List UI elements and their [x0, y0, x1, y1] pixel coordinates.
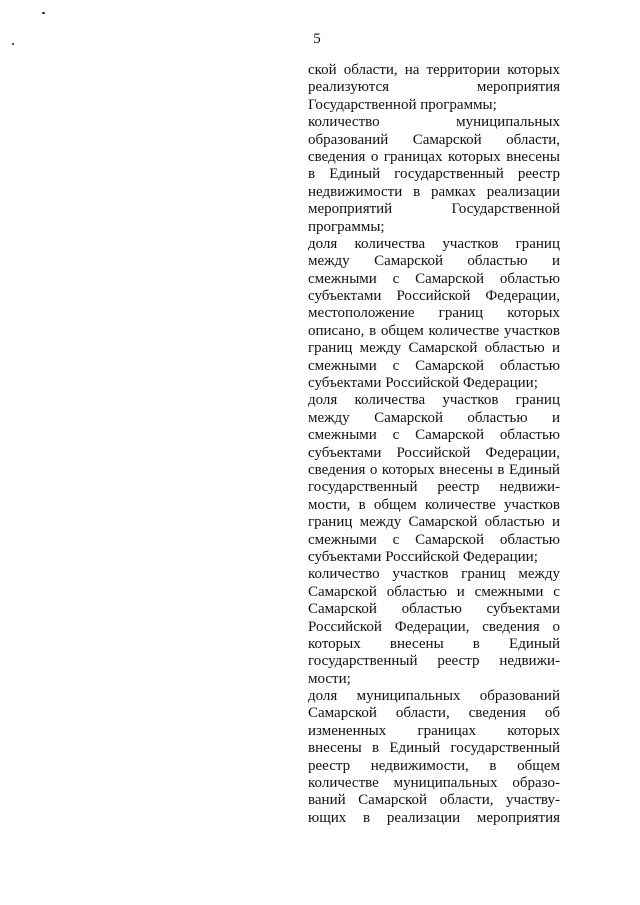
text-word: Государственной [451, 201, 560, 218]
text-word: между [359, 514, 402, 531]
text-word: муниципальных [456, 114, 560, 131]
text-line [308, 271, 560, 288]
text-word: участков [442, 235, 499, 252]
text-word: областью [484, 514, 545, 531]
text-word: реестр [308, 757, 351, 774]
text-word: между [518, 566, 560, 583]
text-word: границ [308, 340, 353, 357]
text-word: и [456, 583, 465, 600]
text-word: участву- [506, 792, 560, 809]
text-word: между [359, 340, 402, 357]
text-line [308, 566, 560, 583]
text-line [308, 79, 560, 96]
text-line [308, 323, 560, 340]
text-word: Самарской [308, 583, 377, 600]
text-word: границах [383, 148, 443, 165]
text-word: и [551, 340, 560, 357]
text-word: сведения [482, 618, 540, 635]
text-line [308, 532, 560, 549]
text-line [308, 688, 560, 705]
page-number: 5 [313, 31, 321, 47]
text-word: Самарской [408, 340, 478, 357]
text-word: о [369, 461, 378, 478]
scan-speck [42, 12, 45, 14]
text-word: недвижимости [308, 183, 403, 200]
text-line [308, 740, 560, 757]
text-word: в [358, 496, 366, 513]
text-line [308, 132, 560, 149]
text-word: участков [442, 392, 499, 409]
text-word: внесены [308, 740, 362, 757]
text-word: границ [515, 235, 560, 252]
text-word: Российской [396, 288, 471, 305]
text-word: сведения [308, 461, 366, 478]
text-line [308, 201, 560, 218]
text-word: количества [354, 392, 426, 409]
text-line [308, 427, 560, 444]
text-word: Единый [508, 461, 560, 478]
text-word: внесены [439, 461, 493, 478]
text-word: Единый [389, 740, 441, 757]
text-word: о [552, 618, 560, 635]
text-line: мости; [308, 670, 351, 687]
text-word: Самарской [374, 253, 443, 270]
text-word: ской [308, 62, 337, 78]
text-word: внесены [506, 148, 560, 165]
text-word: измененных [308, 722, 387, 739]
text-line [308, 445, 560, 462]
text-word: которых [507, 305, 560, 322]
text-word: областью [467, 409, 528, 426]
text-line [308, 114, 560, 131]
text-word: количестве [424, 496, 496, 513]
text-word: с [392, 357, 400, 374]
text-line [308, 288, 560, 305]
text-word: границах [417, 722, 476, 739]
text-word: областью [484, 340, 545, 357]
text-word: образо- [512, 775, 560, 792]
text-word: субъектами [308, 444, 382, 461]
text-word: субъектами [486, 601, 560, 618]
text-word: Российской [308, 618, 382, 635]
text-word: реализации [486, 183, 560, 200]
text-word: муниципальных [393, 775, 498, 792]
text-line: программы; [308, 218, 385, 235]
text-line [308, 775, 560, 792]
text-word: рамках [430, 183, 476, 200]
text-word: областью [386, 583, 447, 600]
text-line [308, 184, 560, 201]
text-word: смежными [308, 531, 377, 548]
text-word: мости, [308, 496, 351, 513]
text-word: области, [343, 62, 398, 78]
text-word: между [308, 409, 350, 426]
text-line [308, 705, 560, 722]
text-word: и [551, 514, 560, 531]
text-word: ющих [308, 809, 347, 826]
text-word: в [472, 635, 480, 652]
text-word: которых [447, 148, 501, 165]
body-text-column [308, 62, 560, 827]
text-word: о [370, 148, 379, 165]
text-word: с [392, 427, 400, 444]
text-line [308, 62, 560, 79]
text-word: в [413, 183, 421, 200]
text-word: смежными [474, 583, 544, 600]
text-word: Самарской [412, 131, 482, 148]
text-word: ваний [308, 792, 346, 809]
text-word: субъектами [308, 288, 382, 305]
text-word: муниципальных [356, 688, 461, 705]
text-word: общем [517, 757, 560, 774]
text-word: местоположение [308, 305, 415, 322]
text-word: мероприятия [476, 809, 560, 826]
text-word: границ [461, 566, 506, 583]
text-line [308, 166, 560, 183]
text-line: субъектами Российской Федерации; [308, 375, 538, 392]
text-word: Российской [396, 444, 471, 461]
text-word: Федерации, [394, 618, 470, 635]
text-word: количество [308, 114, 380, 131]
text-line [308, 636, 560, 653]
text-word: области, [395, 705, 450, 722]
text-word: сведения [308, 148, 366, 165]
text-word: смежными [308, 357, 377, 374]
text-line [308, 514, 560, 531]
text-word: внесены [389, 635, 444, 652]
text-word: Самарской [308, 601, 377, 618]
text-word: количества [354, 235, 426, 252]
text-word: государственный [308, 653, 418, 670]
text-word: областью [499, 270, 560, 287]
text-word: доля [308, 688, 338, 705]
text-line [308, 497, 560, 514]
text-word: области, [439, 792, 494, 809]
text-word: образований [479, 688, 560, 705]
text-word: участков [392, 566, 449, 583]
text-word: участков [503, 322, 560, 339]
text-line: субъектами Российской Федерации; [308, 548, 538, 565]
text-word: с [392, 531, 400, 548]
text-line [308, 340, 560, 357]
text-word: Самарской [308, 705, 377, 722]
text-line [308, 758, 560, 775]
text-line [308, 462, 560, 479]
text-word: области, [506, 131, 560, 148]
text-word: областью [499, 531, 560, 548]
text-word: Единый [329, 166, 381, 183]
text-word: границ [438, 305, 484, 322]
text-word: областью [467, 253, 528, 270]
text-word: мероприятий [308, 201, 393, 218]
text-word: недвижи- [499, 479, 560, 496]
text-word: Самарской [415, 270, 485, 287]
text-word: описано, [308, 322, 365, 339]
text-word: реестр [517, 166, 560, 183]
text-word: в [489, 757, 497, 774]
text-word: смежными [308, 270, 377, 287]
text-word: с [553, 583, 560, 600]
text-word: недвижи- [499, 653, 560, 670]
text-word: которых [308, 635, 361, 652]
text-word: количестве [428, 322, 500, 339]
text-word: смежными [308, 427, 377, 444]
text-line [308, 619, 560, 636]
text-word: количестве [308, 775, 379, 792]
text-word: областью [499, 427, 560, 444]
text-word: Самарской [415, 427, 485, 444]
text-line [308, 236, 560, 253]
text-word: сведения [468, 705, 526, 722]
text-word: Единый [509, 635, 560, 652]
text-word: об [544, 705, 560, 722]
text-word: Самарской [374, 409, 443, 426]
text-word: государственный [450, 740, 560, 757]
text-line [308, 723, 560, 740]
text-line [308, 149, 560, 166]
text-word: которых [507, 62, 560, 78]
text-word: количество [308, 566, 380, 583]
text-line [308, 410, 560, 427]
text-line [308, 392, 560, 409]
text-word: между [308, 253, 350, 270]
text-word: областью [401, 601, 462, 618]
text-word: областью [499, 357, 560, 374]
text-word: Самарской [415, 357, 485, 374]
text-word: Самарской [408, 514, 478, 531]
text-word: которых [381, 461, 435, 478]
text-word: государственный [394, 166, 504, 183]
text-word: территории [426, 62, 501, 78]
text-word: в [497, 461, 505, 478]
text-line [308, 653, 560, 670]
text-word: реестр [437, 479, 480, 496]
text-word: в [308, 166, 316, 183]
text-line [308, 584, 560, 601]
text-line [308, 305, 560, 322]
text-word: и [551, 253, 560, 270]
text-line: Государственной программы; [308, 96, 497, 113]
text-line [308, 810, 560, 827]
text-line [308, 792, 560, 809]
text-word: общем [380, 322, 424, 339]
text-word: образований [308, 131, 389, 148]
text-word: в [371, 740, 380, 757]
text-word: Федерации, [485, 444, 560, 461]
text-word: границ [308, 514, 353, 531]
text-word: недвижимости, [370, 757, 469, 774]
text-word: которых [507, 722, 560, 739]
text-line [308, 253, 560, 270]
text-word: в [369, 322, 377, 339]
text-word: Самарской [415, 531, 485, 548]
text-word: доля [308, 235, 338, 252]
text-word: участков [503, 496, 560, 513]
text-word: в [363, 809, 371, 826]
text-line [308, 479, 560, 496]
text-word: и [551, 409, 560, 426]
text-word: с [392, 270, 400, 287]
text-word: мероприятия [476, 79, 560, 96]
text-word: Самарской [358, 792, 428, 809]
text-word: реализации [386, 809, 461, 826]
text-word: границ [515, 392, 560, 409]
text-line [308, 358, 560, 375]
text-line [308, 601, 560, 618]
text-word: Федерации, [485, 288, 560, 305]
text-word: на [404, 62, 420, 78]
text-word: общем [373, 496, 417, 513]
text-word: государственный [308, 479, 418, 496]
text-word: реализуются [308, 79, 390, 96]
text-word: реестр [437, 653, 480, 670]
text-word: доля [308, 392, 338, 409]
